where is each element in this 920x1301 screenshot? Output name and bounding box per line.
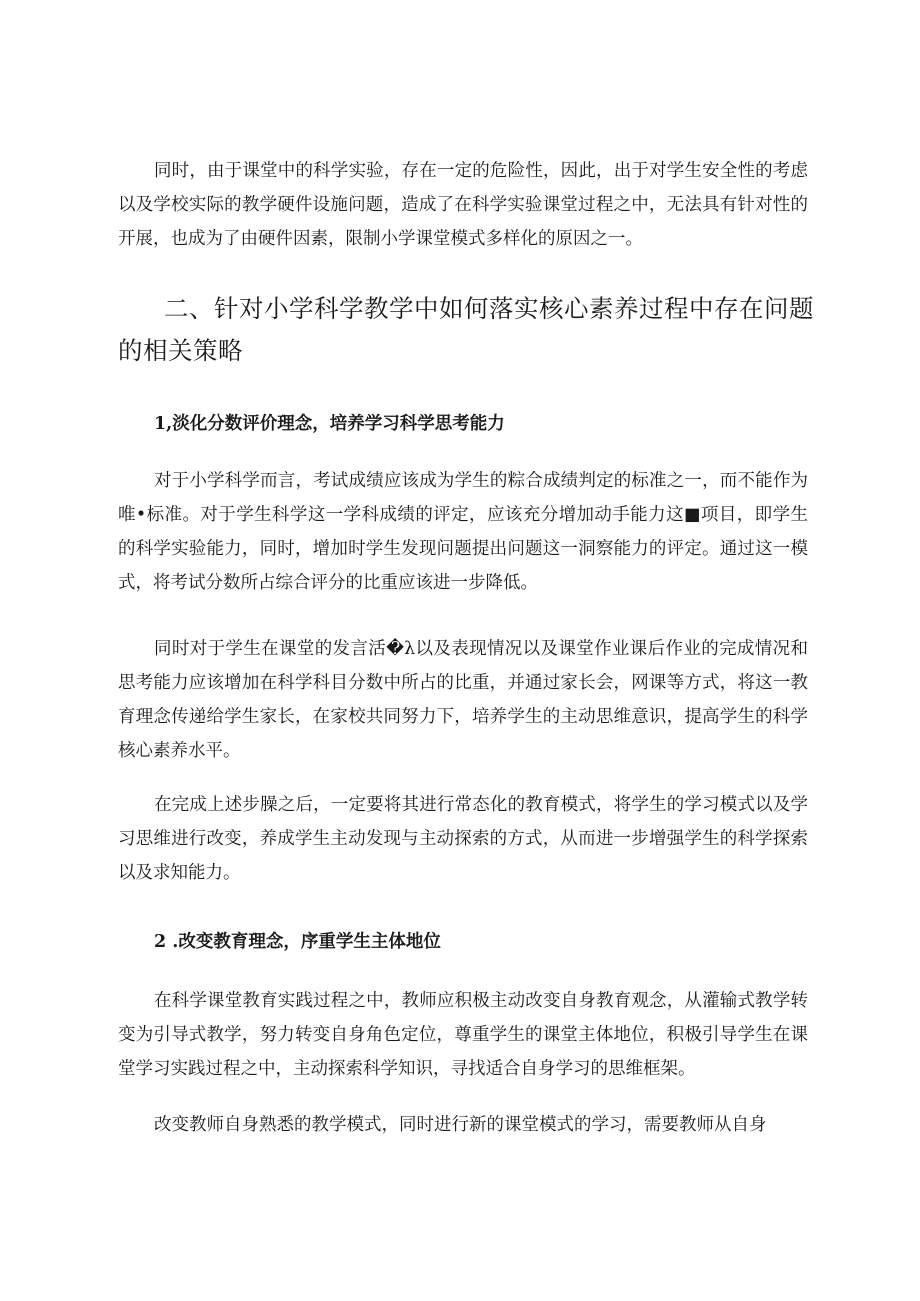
paragraph-exam-scores: 对于小学科学而言，考试成绩应该成为学生的粽合成绩判定的标准之一，而不能作为唯•标准。对于学生科学这一学科成绩的评定，应该充分增加动手能力这■项目，即学生的科学实验能力，同时，增加时学生发现问题提出问题这一洞察能力的评定。通过这一模式，将考试分数所占综合评分的比重应该进一步降低。 bbox=[118, 471, 808, 593]
paragraph-classroom-participation: 同时对于学生在课堂的发言活�λ以及表现情况以及课堂作业课后作业的完成情况和思考能力应该增加在科学科目分数中所占的比重，并通过家长会，网课等方式，将这一教育理念传递给学生家长，在家校共同努力下，培养学生的主动思维意识，提高学生的科学核心素养水平。 bbox=[118, 639, 808, 761]
section-heading-strategies: 二、针对小学科学教学中如何落实核心素养过程中存在问题的相关策略 bbox=[118, 294, 814, 365]
paragraph-safety-hardware: 同时，由于课堂中的科学实验，存在一定的危险性，因此，出于对学生安全性的考虑以及学校实际的教学硬件设施问题，造成了在科学实验课堂过程之中，无法具有针对性的开展，也成为了由硬件因素，限制小学课堂模式多样化的原因之一。 bbox=[118, 161, 808, 249]
paragraph-teacher-mode: 改变教师自身熟悉的教学模式，同时进行新的课堂模式的学习，需要教师从自身 bbox=[154, 1115, 767, 1135]
subheading-score-evaluation: 1,淡化分数评价理念，培养学习科学思考能力 bbox=[154, 414, 505, 434]
paragraph-normalization: 在完成上述步臊之后，一定要将其进行常态化的教育模式，将学生的学习模式以及学习思维进行改变，养成学生主动发现与主动探索的方式，从而进一步增强学生的科学探索以及求知能力。 bbox=[118, 795, 808, 883]
subheading-education-concept: 2 .改变教育理念，序重学生主体地位 bbox=[154, 932, 441, 952]
paragraph-guided-teaching: 在科学课堂教育实践过程之中，教师应积极主动改变自身教育观念，从灌输式教学转变为引导式教学，努力转变自身角色定位，尊重学生的课堂主体地位，积极引导学生在课堂学习实践过程之中，主动探索科学知识，寻找适合自身学习的思维框架。 bbox=[118, 991, 808, 1079]
